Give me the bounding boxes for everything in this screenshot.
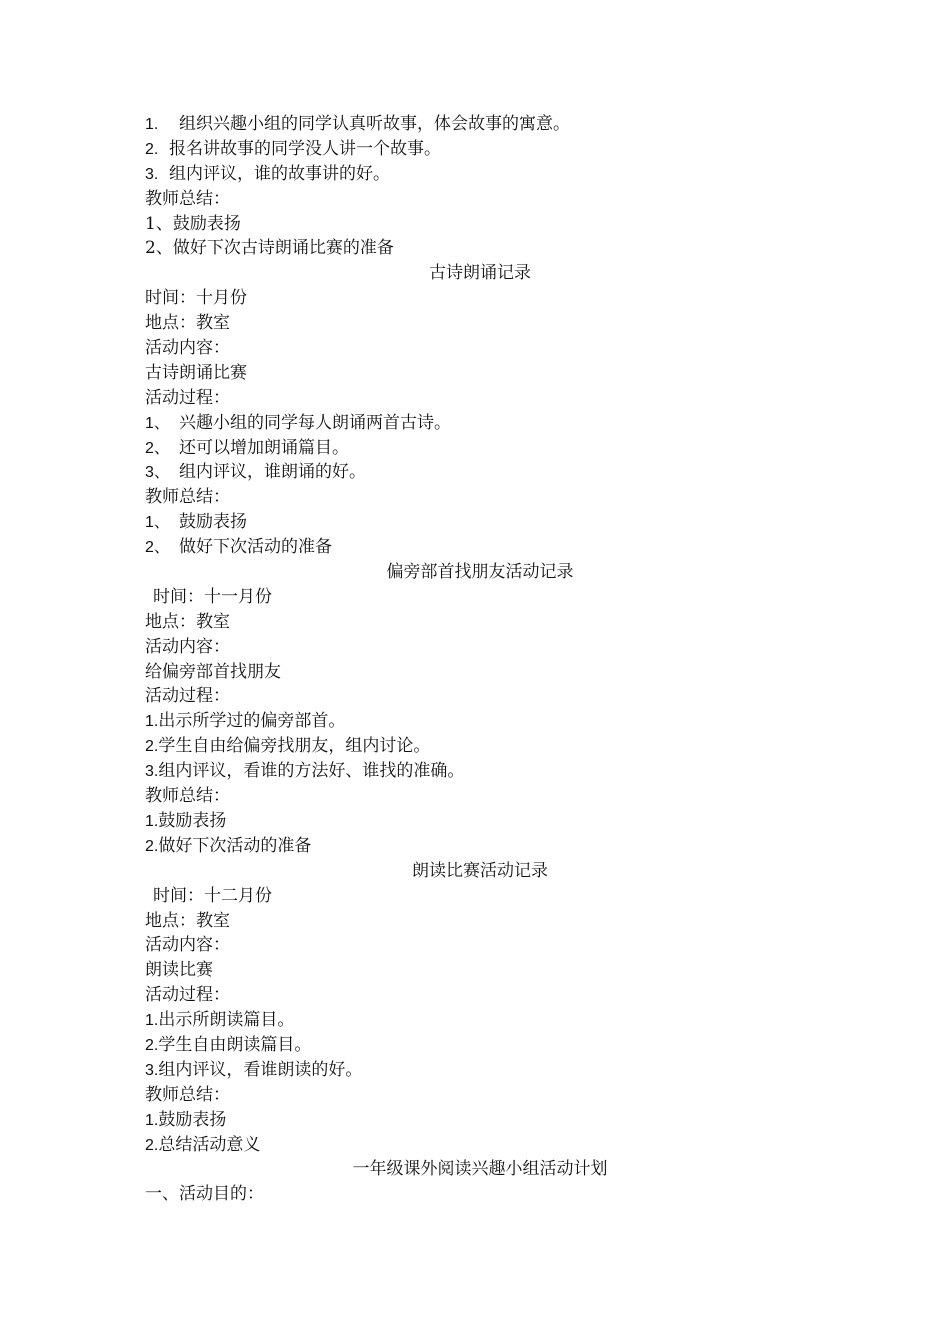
activity-time: 时间：十一月份	[153, 586, 272, 607]
item-text: 鼓励表扬	[158, 1109, 227, 1130]
item-number: 3.	[145, 1061, 159, 1079]
item-number: 3.	[145, 763, 159, 781]
process-item-1	[145, 1008, 815, 1033]
summary-item-1: 1、鼓励表扬	[145, 213, 241, 234]
summary-item-2	[145, 834, 815, 859]
item-number: 1.	[145, 116, 159, 133]
content-label: 活动内容：	[145, 636, 230, 657]
process-label: 活动过程：	[145, 387, 230, 408]
process-label: 活动过程：	[145, 686, 230, 707]
item-number: 2、	[145, 539, 170, 557]
process-item-3	[145, 162, 815, 187]
item-text: 组内评议，谁的故事讲的好。	[169, 163, 390, 184]
process-item-2	[145, 436, 815, 461]
item-number: 1.	[145, 1012, 159, 1030]
summary-label: 教师总结：	[145, 188, 230, 209]
item-number: 2.	[145, 738, 159, 756]
item-number: 1、	[145, 514, 170, 532]
activity-content: 给偏旁部首找朋友	[145, 661, 281, 682]
process-item-1	[145, 411, 815, 436]
summary-item-1	[145, 809, 815, 834]
item-text: 兴趣小组的同学每人朗诵两首古诗。	[179, 412, 451, 433]
summary-item-2: 2、做好下次古诗朗诵比赛的准备	[145, 238, 394, 259]
section-title: 朗读比赛活动记录	[412, 860, 548, 881]
item-text: 组内评议，看谁的方法好、谁找的准确。	[158, 761, 465, 782]
process-item-3	[145, 1058, 815, 1083]
item-text: 鼓励表扬	[179, 512, 247, 533]
item-text: 出示所朗读篇目。	[158, 1010, 295, 1031]
process-item-2	[145, 1033, 815, 1058]
activity-content: 朗读比赛	[145, 960, 213, 981]
process-item-3	[145, 460, 815, 485]
section-title: 一年级课外阅读兴趣小组活动计划	[352, 1159, 608, 1180]
process-label: 活动过程：	[145, 985, 230, 1006]
activity-time: 时间：十月份	[145, 288, 247, 309]
activity-place: 地点：教室	[145, 910, 230, 931]
summary-label: 教师总结：	[145, 786, 230, 807]
item-text: 组织兴趣小组的同学认真听故事，体会故事的寓意。	[179, 114, 570, 134]
item-text: 总结活动意义	[158, 1134, 261, 1155]
item-number: 1.	[145, 812, 159, 830]
content-label: 活动内容：	[145, 338, 230, 359]
section-title: 古诗朗诵记录	[429, 263, 531, 284]
item-text: 组内评议，谁朗诵的好。	[179, 462, 366, 483]
item-text: 报名讲故事的同学没人讲一个故事。	[169, 138, 441, 159]
item-text: 学生自由给偏旁找朋友，组内讨论。	[158, 736, 431, 757]
activity-time: 时间：十二月份	[153, 885, 272, 906]
item-number: 3、	[145, 464, 170, 482]
activity-content: 古诗朗诵比赛	[145, 362, 247, 383]
process-item-1	[145, 112, 815, 137]
process-item-3	[145, 759, 815, 784]
summary-item-2	[145, 535, 815, 560]
item-number: 2.	[145, 837, 159, 855]
item-text: 做好下次活动的准备	[158, 835, 312, 856]
summary-item-1	[145, 510, 815, 535]
activity-place: 地点：教室	[145, 611, 230, 632]
content-label: 活动内容：	[145, 935, 230, 956]
item-number: 1.	[145, 1111, 159, 1129]
process-item-2	[145, 137, 815, 162]
process-item-1	[145, 709, 815, 734]
section-title: 偏旁部首找朋友活动记录	[386, 562, 574, 583]
item-text: 做好下次活动的准备	[179, 537, 332, 558]
item-number: 3.	[145, 165, 159, 183]
document-body	[145, 112, 815, 1207]
item-number: 2.	[145, 1136, 159, 1154]
item-text: 组内评议，看谁朗读的好。	[158, 1059, 363, 1080]
item-number: 1、	[145, 414, 170, 432]
item-text: 鼓励表扬	[158, 810, 227, 831]
item-number: 1.	[145, 713, 159, 731]
summary-item-2	[145, 1133, 815, 1158]
summary-item-1	[145, 1108, 815, 1133]
item-text: 出示所学过的偏旁部首。	[158, 711, 346, 732]
process-item-2	[145, 734, 815, 759]
item-number: 2.	[145, 1036, 159, 1054]
item-number: 2.	[145, 140, 159, 158]
activity-place: 地点：教室	[145, 313, 230, 334]
summary-label: 教师总结：	[145, 487, 230, 508]
item-text: 还可以增加朗诵篇目。	[179, 437, 349, 458]
summary-label: 教师总结：	[145, 1084, 230, 1105]
section-heading: 一、活动目的：	[145, 1184, 264, 1205]
item-text: 学生自由朗读篇目。	[158, 1034, 312, 1055]
item-number: 2、	[145, 439, 170, 457]
